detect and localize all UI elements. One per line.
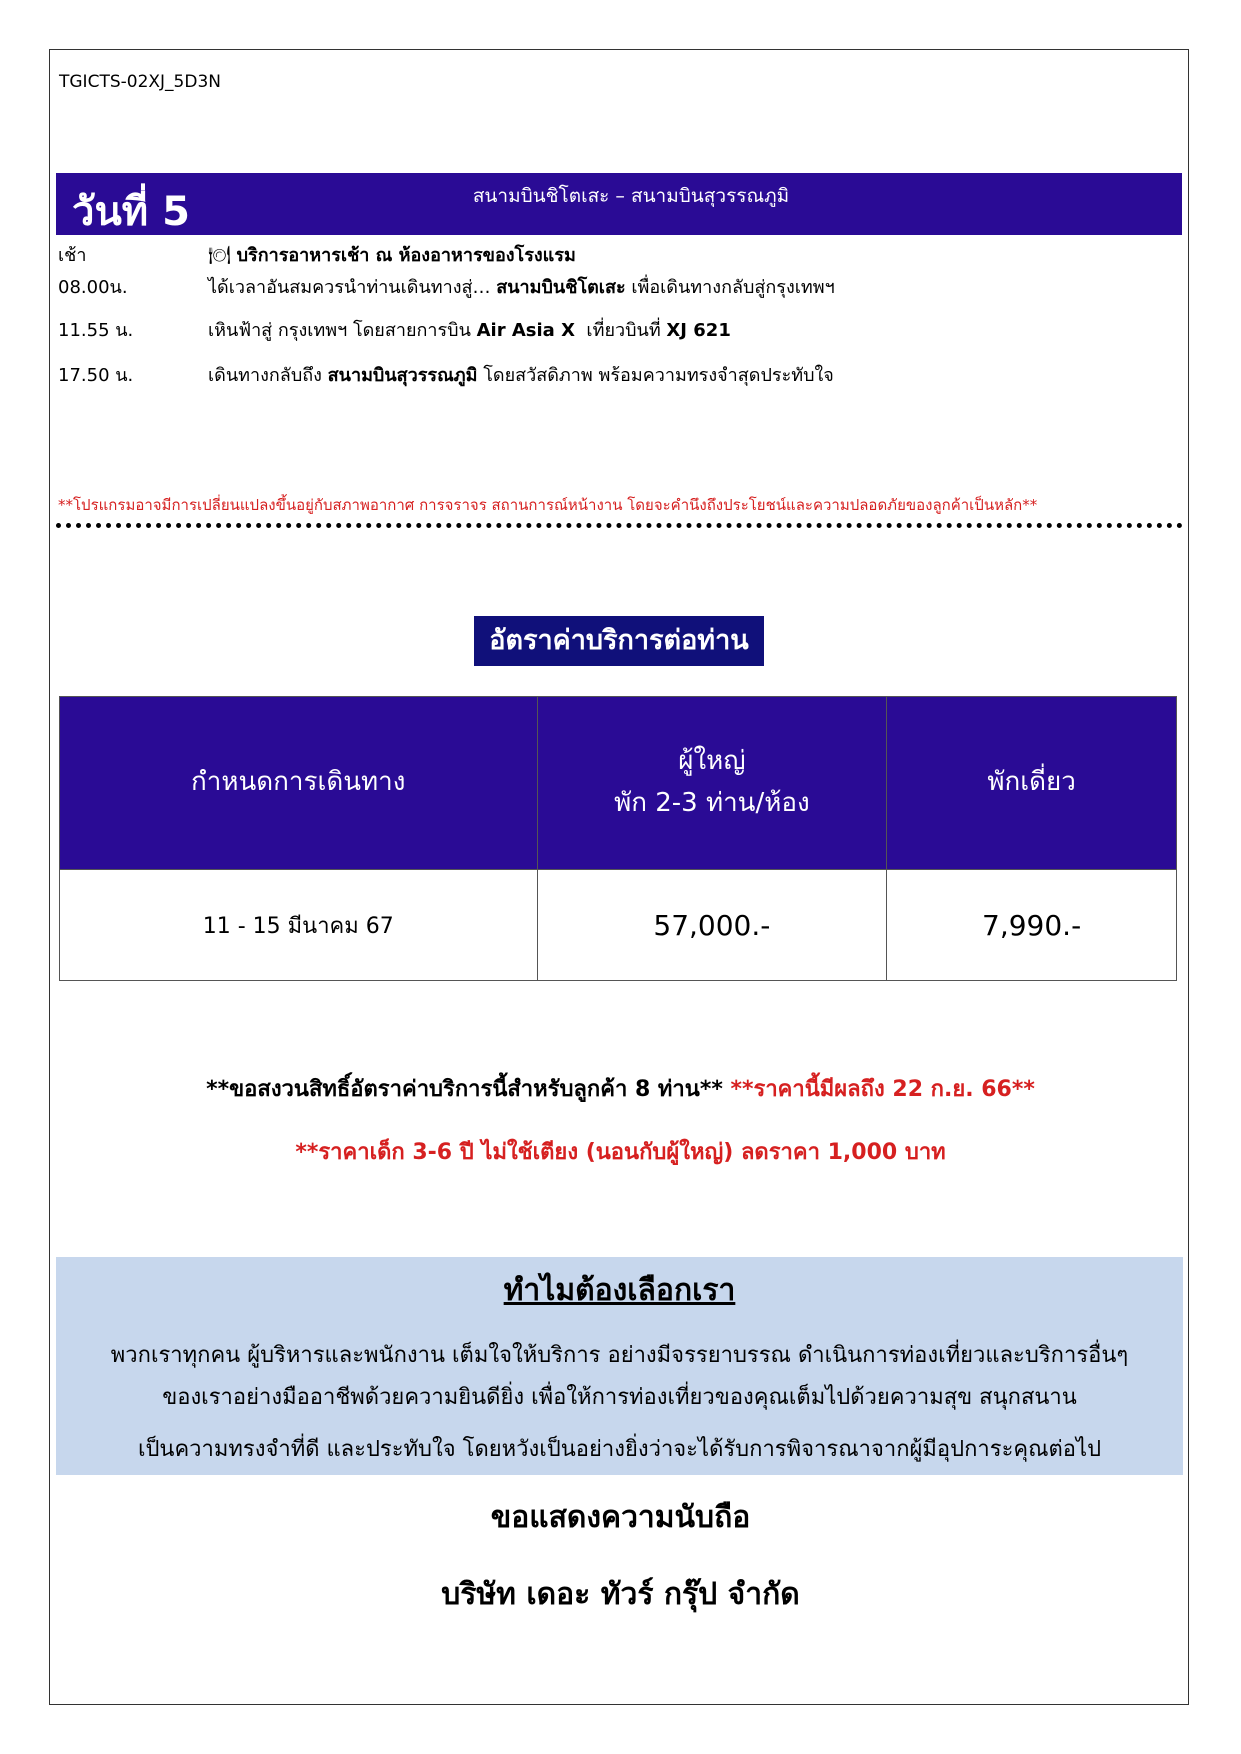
schedule-time: 08.00น. (58, 277, 128, 298)
why-title: ทำไมต้องเลือกเรา (503, 1273, 736, 1308)
schedule-time: เช้า (58, 245, 87, 266)
day-header-band (56, 173, 1182, 235)
dotted-divider (56, 523, 1183, 528)
schedule-time: 11.55 น. (58, 320, 134, 341)
company-name: บริษัท เดอะ ทัวร์ กรุ๊ป จำกัด (441, 1577, 800, 1612)
terms-child-price: **ราคาเด็ก 3-6 ปี ไม่ใช้เตียง (นอนกับผู้ใหญ่) ลดราคา 1,000 บาท (295, 1140, 946, 1165)
desc-place: สนามบินชิโตเสะ (496, 277, 626, 298)
desc-text: ได้เวลาอันสมควรนำท่านเดินทางสู่… (208, 277, 497, 298)
desc-airline: Air Asia X (476, 320, 575, 341)
terms-reservation: **ขอสงวนสิทธิ์อัตราค่าบริการนี้สำหรับลูกค้า 8 ท่าน** (206, 1077, 723, 1102)
header-adult-line2: พัก 2-3 ท่าน/ห้อง (614, 788, 810, 818)
desc-text: เดินทางกลับถึง (208, 365, 328, 386)
schedule-desc (208, 360, 834, 389)
schedule-desc (208, 240, 576, 269)
table-header-row (60, 697, 1177, 870)
dining-icon: 🍽 (208, 245, 231, 266)
header-date: กำหนดการเดินทาง (60, 697, 538, 870)
schedule-desc (208, 315, 731, 344)
cell-date: 11 - 15 มีนาคม 67 (60, 870, 538, 981)
cell-adult-price: 57,000.- (537, 870, 887, 981)
header-adult-line1: ผู้ใหญ่ (678, 746, 746, 777)
desc-text: เพื่อเดินทางกลับสู่กรุงเทพฯ (625, 277, 835, 298)
program-notice: **โปรแกรมอาจมีการเปลี่ยนแปลงขึ้นอยู่กับสภาพอากาศ การจราจร สถานการณ์หน้างาน โดยจะคำนึงถึงประโยชน์และความปลอดภัยของลูกค้าเป็นหลัก** (58, 496, 1038, 514)
desc-text: เที่ยวบินที่ (574, 320, 667, 341)
why-choose-us-box (56, 1257, 1183, 1475)
rate-title: อัตราค่าบริการต่อท่าน (474, 616, 764, 666)
day-label: วันที่ 5 (72, 189, 190, 235)
why-line: ของเราอย่างมืออาชีพด้วยความยินดียิ่ง เพื่อให้การท่องเที่ยวของคุณเต็มไปด้วยความสุข สนุกสนาน (162, 1385, 1077, 1410)
schedule-desc (208, 272, 835, 301)
desc-text: โดยสวัสดิภาพ พร้อมความทรงจำสุดประทับใจ (477, 365, 834, 386)
header-single: พักเดี่ยว (887, 697, 1177, 870)
schedule-desc-bold: บริการอาหารเช้า ณ ห้องอาหารของโรงแรม (236, 245, 576, 266)
price-table (59, 696, 1177, 981)
cell-single-price: 7,990.- (887, 870, 1177, 981)
desc-flight: XJ 621 (666, 320, 731, 341)
closing-regards: ขอแสดงความนับถือ (490, 1500, 751, 1535)
schedule-time: 17.50 น. (58, 365, 134, 386)
table-row (60, 870, 1177, 981)
desc-place: สนามบินสุวรรณภูมิ (327, 365, 478, 386)
why-line: พวกเราทุกคน ผู้บริหารและพนักงาน เต็มใจให้บริการ อย่างมีจรรยาบรรณ ดำเนินการท่องเที่ยวและบริการอื่นๆ (110, 1343, 1129, 1368)
terms-line-1 (0, 1071, 1241, 1106)
desc-text: เหินฟ้าสู่ กรุงเทพฯ โดยสายการบิน (208, 320, 477, 341)
day-route: สนามบินชิโตเสะ – สนามบินสุวรรณภูมิ (472, 185, 790, 207)
header-adult (537, 697, 887, 870)
terms-validity: **ราคานี้มีผลถึง 22 ก.ย. 66** (730, 1077, 1035, 1102)
why-line: เป็นความทรงจำที่ดี และประทับใจ โดยหวังเป็นอย่างยิ่งว่าจะได้รับการพิจารณาจากผู้มีอุปการะคุณต่อไป (137, 1437, 1102, 1462)
document-code: TGICTS-02XJ_5D3N (59, 72, 221, 92)
